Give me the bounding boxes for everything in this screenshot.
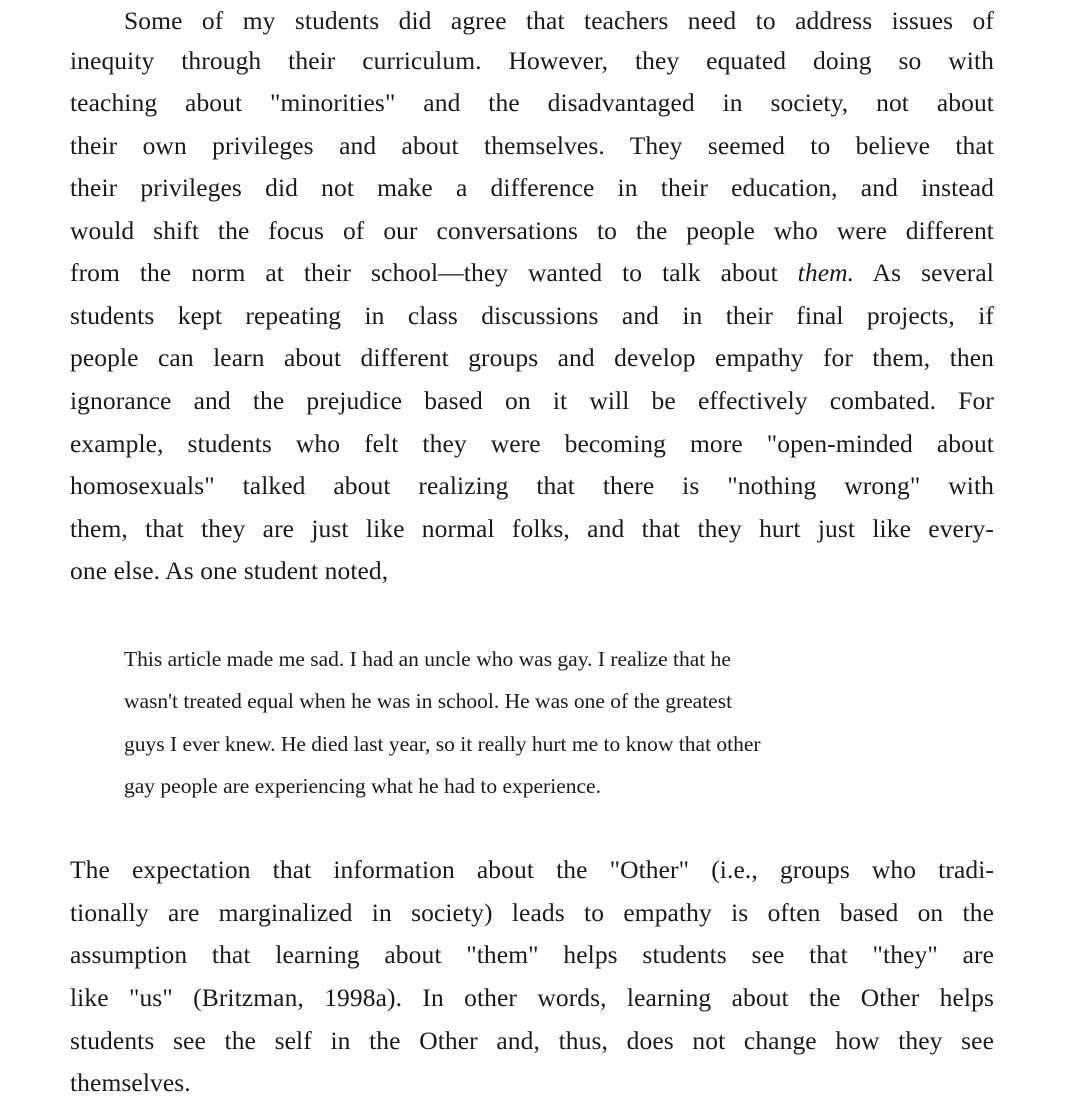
paragraph-line: people can learn about different groups and develop empathy for them, then — [70, 343, 994, 372]
quote-line: wasn't treated equal when he was in school. He was one of the greatest — [124, 689, 733, 713]
paragraph-line: their privileges did not make a difference in their education, and instead — [70, 173, 994, 202]
paragraph-line: them, that they are just like normal folks, and that they hurt just like every- — [70, 514, 994, 543]
paragraph-line: one else. As one student noted, — [70, 556, 389, 585]
paragraph-line: tionally are marginalized in society) leads to empathy is often based on the — [70, 898, 994, 927]
paragraph-line: would shift the focus of our conversations to the people who were different — [70, 216, 994, 245]
paragraph-line: teaching about "minorities" and the disadvantaged in society, not about — [70, 88, 994, 117]
paragraph-line: themselves. — [70, 1068, 191, 1097]
paragraph-line: Some of my students did agree that teachers need to address issues of — [124, 6, 994, 35]
line-text: from the norm at their school—they wanted to talk about — [70, 258, 778, 287]
paragraph-line: students see the self in the Other and, thus, does not change how they see — [70, 1026, 994, 1055]
line-tail: As several — [872, 258, 994, 287]
paragraph-line: example, students who felt they were becoming more "open-minded about — [70, 429, 994, 458]
paragraph-line: inequity through their curriculum. However, they equated doing so with — [70, 46, 994, 75]
paragraph-line: like "us" (Britzman, 1998a). In other words, learning about the Other helps — [70, 983, 994, 1012]
paragraph-line: homosexuals" talked about realizing that there is "nothing wrong" with — [70, 471, 994, 500]
quote-line: gay people are experiencing what he had to experience. — [124, 774, 601, 798]
italic-word: them. — [797, 258, 855, 287]
quote-line: guys I ever knew. He died last year, so it really hurt me to know that other — [124, 732, 761, 756]
paragraph-line: assumption that learning about "them" helps students see that "they" are — [70, 940, 994, 969]
quote-line: This article made me sad. I had an uncle who was gay. I realize that he — [124, 647, 731, 671]
paragraph-line: ignorance and the prejudice based on it will be effectively combated. For — [70, 386, 994, 415]
paragraph-line: their own privileges and about themselves. They seemed to believe that — [70, 131, 994, 160]
paragraph-line: students kept repeating in class discussions and in their final projects, if — [70, 301, 994, 330]
paragraph-line-with-italic — [70, 252, 994, 295]
paragraph-line: The expectation that information about the "Other" (i.e., groups who tradi- — [70, 855, 994, 884]
